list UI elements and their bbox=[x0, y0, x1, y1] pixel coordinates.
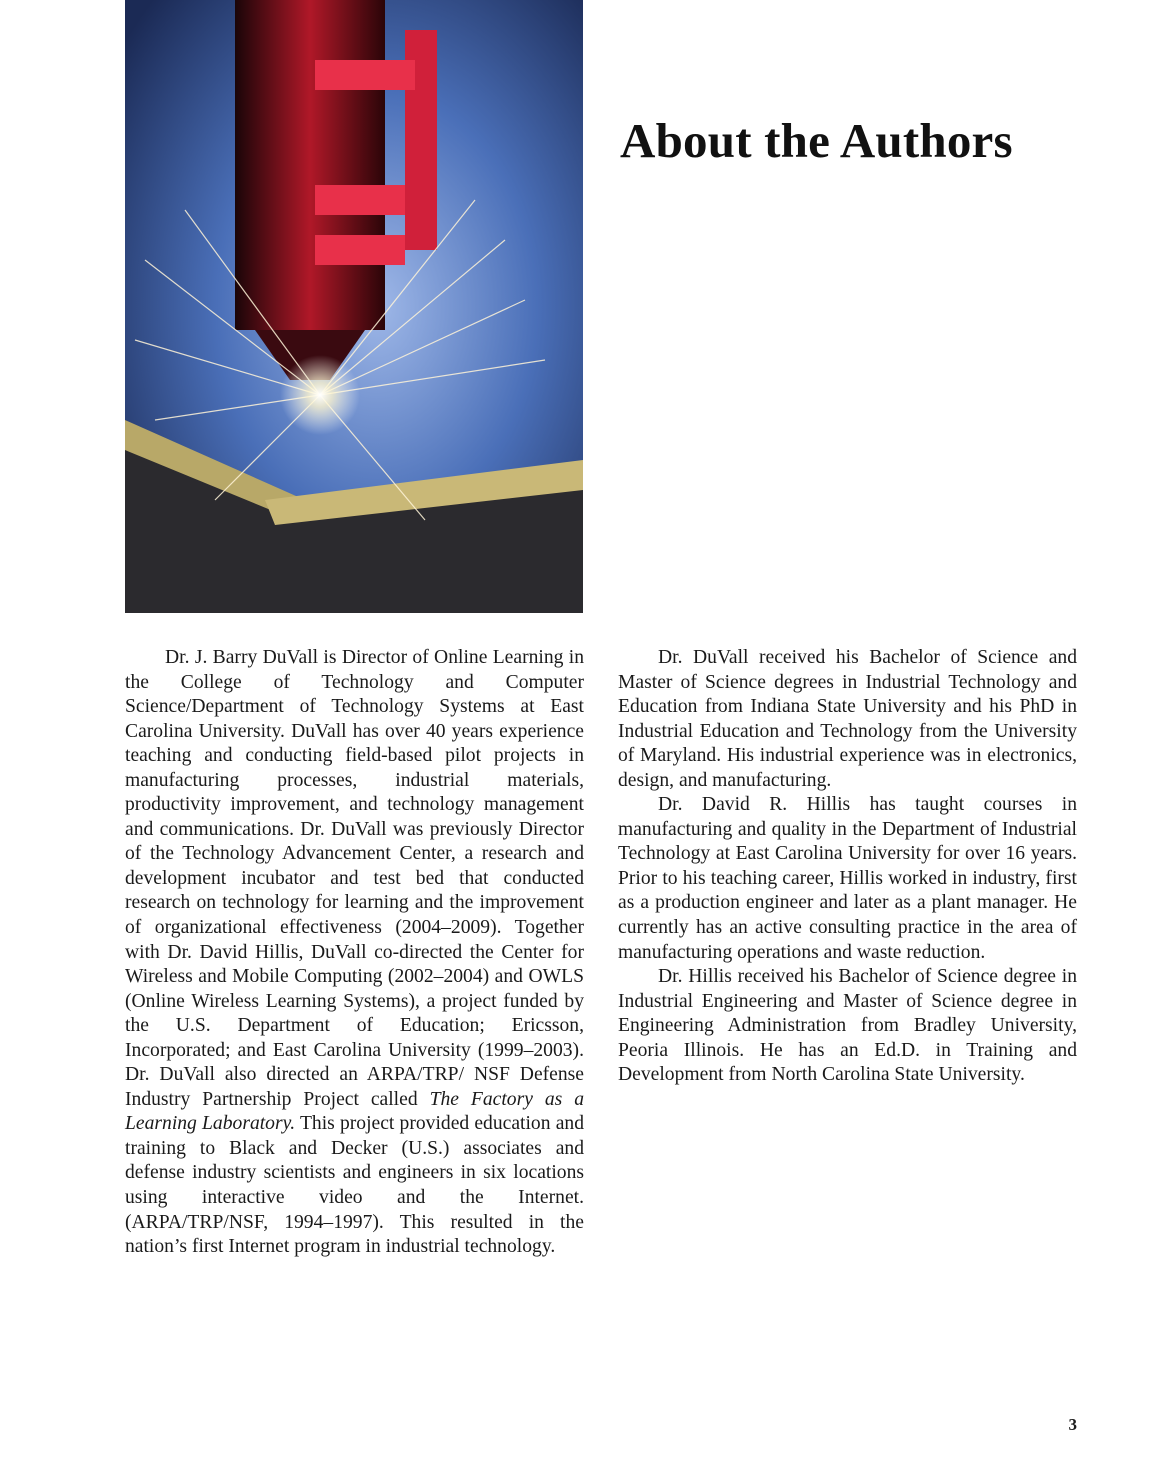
right-column bbox=[618, 646, 1077, 1088]
hillis-education-paragraph: Dr. Hillis received his Bachelor of Science degree in Industrial Engineering and Master of Science degree in Engineering Administration from Bradley University, Peoria Illinois. He has an Ed.D. in Training and Development from North Carolina State University. bbox=[618, 966, 1077, 1086]
hillis-bio-paragraph: Dr. David R. Hillis has taught courses in manufacturing and quality in the Department of Industrial Technology at East Carolina University for over 16 years. Prior to his teaching career, Hillis worked in industry, first as a production engineer and later as a plant manager. He currently has an active consulting practice in the area of manufacturing operations and waste reduction. bbox=[618, 794, 1077, 963]
laser-cutter-photo bbox=[125, 0, 583, 613]
duvall-education-paragraph: Dr. DuVall received his Bachelor of Science and Master of Science degrees in Industrial Technology and Education from Indiana State University and his PhD in Industrial Education and Technology from the University of Maryland. His industrial experience was in electronics, design, and manufacturing. bbox=[618, 647, 1077, 791]
bio-text: This project provided education and training to Black and Decker (U.S.) associates and defense industry scientists and engineers in six locations using interactive video and the Internet. (ARPA/TRP/NSF, 1994–1997). This resulted in the nation’s first Internet program in industrial technology. bbox=[125, 1113, 584, 1258]
bio-text: Dr. J. Barry DuVall is Director of Online Learning in the College of Technology and Computer Science/Department of Technology Systems at East Carolina University. DuVall has over 40 years experience teaching and conducting field-based pilot projects in manufacturing processes, industrial materials, productivity improvement, and technology management and communications. Dr. DuVall was previously Director of the Technology Advancement Center, a research and development incubator and test bed that conducted research on technology for learning and the improvement of organizational effectiveness (2004–2009). Together with Dr. David Hillis, DuVall co-directed the Center for Wireless and Mobile Computing (2002–2004) and OWLS (Online Wireless Learning Systems), a project funded by the U.S. Department of Education; Ericsson, Incorporated; and East Carolina University (1999–2003). Dr. DuVall also directed an ARPA/TRP/ NSF Defense Industry Partnership Project called bbox=[125, 647, 584, 1110]
page-title: About the Authors bbox=[620, 113, 1013, 168]
page-number: 3 bbox=[1068, 1415, 1077, 1434]
duvall-bio-paragraph bbox=[125, 646, 584, 1260]
laser-cutter-illustration bbox=[125, 0, 583, 613]
project-title: The Factory as a Learning Laboratory. bbox=[125, 1088, 584, 1135]
left-column bbox=[125, 646, 584, 1260]
